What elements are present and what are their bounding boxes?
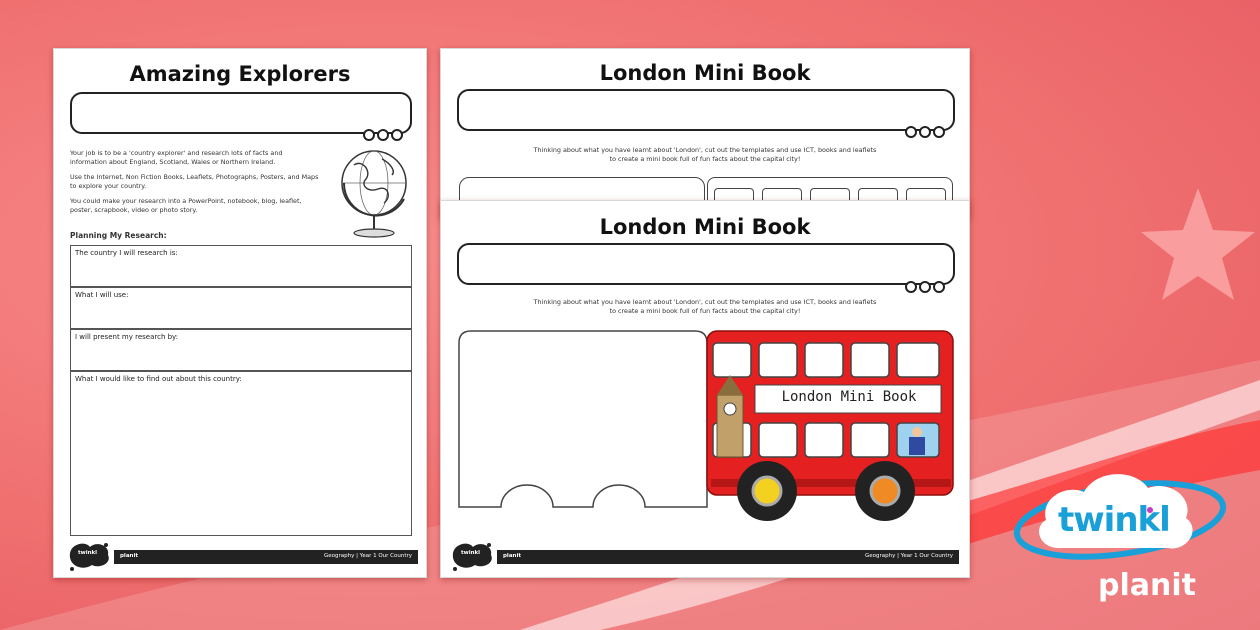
intro-paragraph-1: Your job is to be a 'country explorer' and research lots of facts and information about England, Scotland, Wales or Northern Ireland. — [70, 149, 283, 167]
research-resources-field[interactable] — [70, 287, 412, 329]
instructions-line-1: Thinking about what you have learnt about 'London', cut out the templates and use ICT, books and leaflets — [533, 298, 877, 306]
sheet-title: London Mini Book — [599, 215, 811, 239]
research-questions-field[interactable] — [70, 371, 412, 536]
title-box-dots — [363, 129, 403, 141]
name-box[interactable] — [457, 243, 955, 285]
instructions-line-2: to create a mini book full of fun facts about the capital city! — [609, 155, 801, 163]
intro-paragraph-2: Use the Internet, Non Fiction Books, Leaflets, Photographs, Posters, and Maps to explore your country. — [70, 173, 319, 191]
row-label: The country I will research is: — [75, 249, 178, 257]
row-label: What I would like to find out about this country: — [75, 375, 242, 383]
instructions-line-1: Thinking about what you have learnt about 'London', cut out the templates and use ICT, books and leaflets — [533, 146, 877, 154]
footer-bar — [497, 550, 959, 564]
london-mini-book-sheet-back — [440, 48, 970, 218]
footer-subject: Geography | Year 1 Our Country — [864, 553, 953, 559]
footer-bar — [114, 550, 418, 564]
row-label: What I will use: — [75, 291, 129, 299]
sheet-title: Amazing Explorers — [129, 62, 351, 86]
sheet-title: London Mini Book — [599, 61, 811, 85]
footer-subject: Geography | Year 1 Our Country — [323, 553, 412, 559]
research-country-field[interactable] — [70, 245, 412, 287]
name-box[interactable] — [70, 92, 412, 134]
planning-heading: Planning My Research: — [70, 231, 167, 240]
red-bus-illustration — [705, 329, 957, 525]
name-box[interactable] — [457, 89, 955, 131]
instructions-line-2: to create a mini book full of fun facts about the capital city! — [609, 307, 801, 315]
row-label: I will present my research by: — [75, 333, 179, 341]
title-box-dots — [905, 126, 945, 138]
footer-logo-text: twinkl — [461, 550, 481, 556]
twinkl-wordmark: twinkl — [1058, 500, 1170, 540]
footer-plan: planit — [120, 553, 138, 559]
intro-paragraph-3: You could make your research into a PowerPoint, notebook, blog, leaflet, poster, scrapbook, video or photo story. — [70, 197, 302, 215]
blank-bus-template — [457, 329, 709, 529]
footer-plan: planit — [503, 553, 521, 559]
planit-wordmark: planit — [1098, 568, 1196, 603]
london-mini-book-sheet-front — [440, 200, 970, 578]
footer-logo-text: twinkl — [78, 550, 98, 556]
star-icon — [1141, 188, 1255, 300]
bus-label: London Mini Book — [781, 389, 917, 405]
globe-icon — [338, 145, 412, 241]
title-box-dots — [905, 281, 945, 293]
research-presentation-field[interactable] — [70, 329, 412, 371]
amazing-explorers-sheet — [53, 48, 427, 578]
